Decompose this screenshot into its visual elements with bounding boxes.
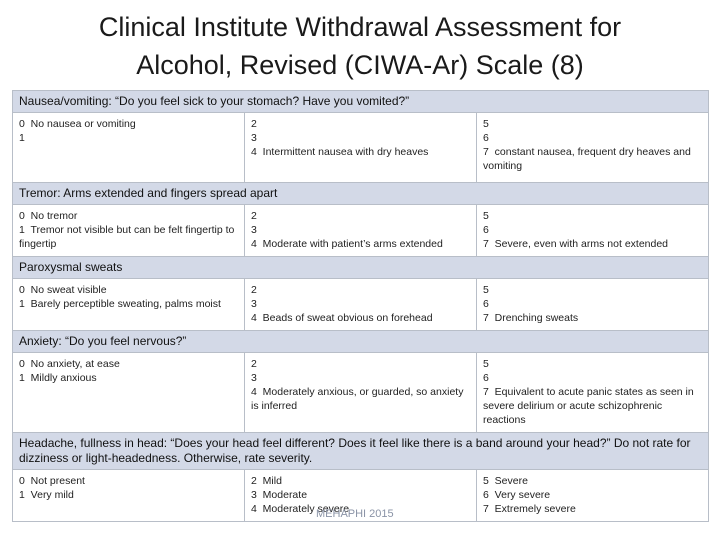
score-line: 3: [251, 298, 257, 310]
score-line: 2: [251, 210, 257, 222]
section-header-sweats: Paroxysmal sweats: [13, 257, 709, 279]
score-line: 4 Intermittent nausea with dry heaves: [251, 146, 429, 158]
score-line: 1 Mildly anxious: [19, 372, 97, 384]
score-line: 6: [483, 224, 489, 236]
score-line: 2: [251, 118, 257, 130]
score-cell-high: [477, 353, 709, 433]
score-line: 6 Very severe: [483, 489, 551, 501]
score-line: 5 Severe: [483, 475, 528, 487]
score-line: 4 Beads of sweat obvious on forehead: [251, 312, 433, 324]
score-line: 7 Equivalent to acute panic states as seen in severe delirium or acute schizophrenic reactions: [483, 386, 697, 426]
score-line: 2 Mild: [251, 475, 282, 487]
score-line: 1: [19, 132, 25, 144]
score-cell-mid: [245, 353, 477, 433]
score-line: 1 Very mild: [19, 489, 74, 501]
score-line: 3: [251, 224, 257, 236]
section-header-tremor: Tremor: Arms extended and fingers spread apart: [13, 183, 709, 205]
score-line: 5: [483, 210, 489, 222]
score-cell-high: [477, 113, 709, 183]
score-line: 6: [483, 132, 489, 144]
score-line: 0 No nausea or vomiting: [19, 118, 136, 130]
score-line: 4 Moderately severe: [251, 503, 350, 515]
score-line: 7 constant nausea, frequent dry heaves and vomiting: [483, 146, 694, 172]
score-line: 7 Severe, even with arms not extended: [483, 238, 669, 250]
score-cell-low: [13, 353, 245, 433]
score-cell-high: [477, 279, 709, 331]
watermark: MEHAPHI 2015: [316, 508, 394, 520]
score-line: 2: [251, 358, 257, 370]
score-line: 3: [251, 372, 257, 384]
score-cell-low: [13, 113, 245, 183]
score-line: 0 No sweat visible: [19, 284, 107, 296]
page-title: [0, 8, 720, 84]
title-line-1: Clinical Institute Withdrawal Assessment for: [98, 12, 622, 42]
score-cell-high: [477, 470, 709, 522]
score-line: 5: [483, 358, 489, 370]
score-line: 4 Moderate with patient’s arms extended: [251, 238, 443, 250]
section-header-headache: Headache, fullness in head: “Does your head feel different? Does it feel like there is a band around your head?” Do not rate for dizziness or light-headedness. Otherwise, rate severity.: [13, 433, 709, 470]
score-line: 1 Tremor not visible but can be felt fingertip to fingertip: [19, 224, 238, 250]
score-cell-mid: [245, 113, 477, 183]
section-header-nausea: Nausea/vomiting: “Do you feel sick to your stomach? Have you vomited?”: [13, 91, 709, 113]
score-line: 7 Drenching sweats: [483, 312, 579, 324]
score-line: 6: [483, 298, 489, 310]
score-line: 4 Moderately anxious, or guarded, so anxiety is inferred: [251, 386, 467, 412]
score-cell-high: [477, 205, 709, 257]
score-line: 5: [483, 284, 489, 296]
score-line: 3 Moderate: [251, 489, 308, 501]
ciwa-table: [12, 90, 709, 522]
score-cell-low: [13, 470, 245, 522]
score-line: 2: [251, 284, 257, 296]
score-line: 1 Barely perceptible sweating, palms moist: [19, 298, 221, 310]
score-cell-mid: [245, 205, 477, 257]
score-line: 0 Not present: [19, 475, 85, 487]
score-cell-low: [13, 279, 245, 331]
score-line: 0 No anxiety, at ease: [19, 358, 120, 370]
score-line: 7 Extremely severe: [483, 503, 576, 515]
score-line: 3: [251, 132, 257, 144]
score-line: 0 No tremor: [19, 210, 78, 222]
score-line: 6: [483, 372, 489, 384]
score-cell-low: [13, 205, 245, 257]
score-cell-mid: [245, 279, 477, 331]
title-line-2: Alcohol, Revised (CIWA-Ar) Scale (8): [136, 50, 584, 80]
section-header-anxiety: Anxiety: “Do you feel nervous?”: [13, 331, 709, 353]
score-line: 5: [483, 118, 489, 130]
